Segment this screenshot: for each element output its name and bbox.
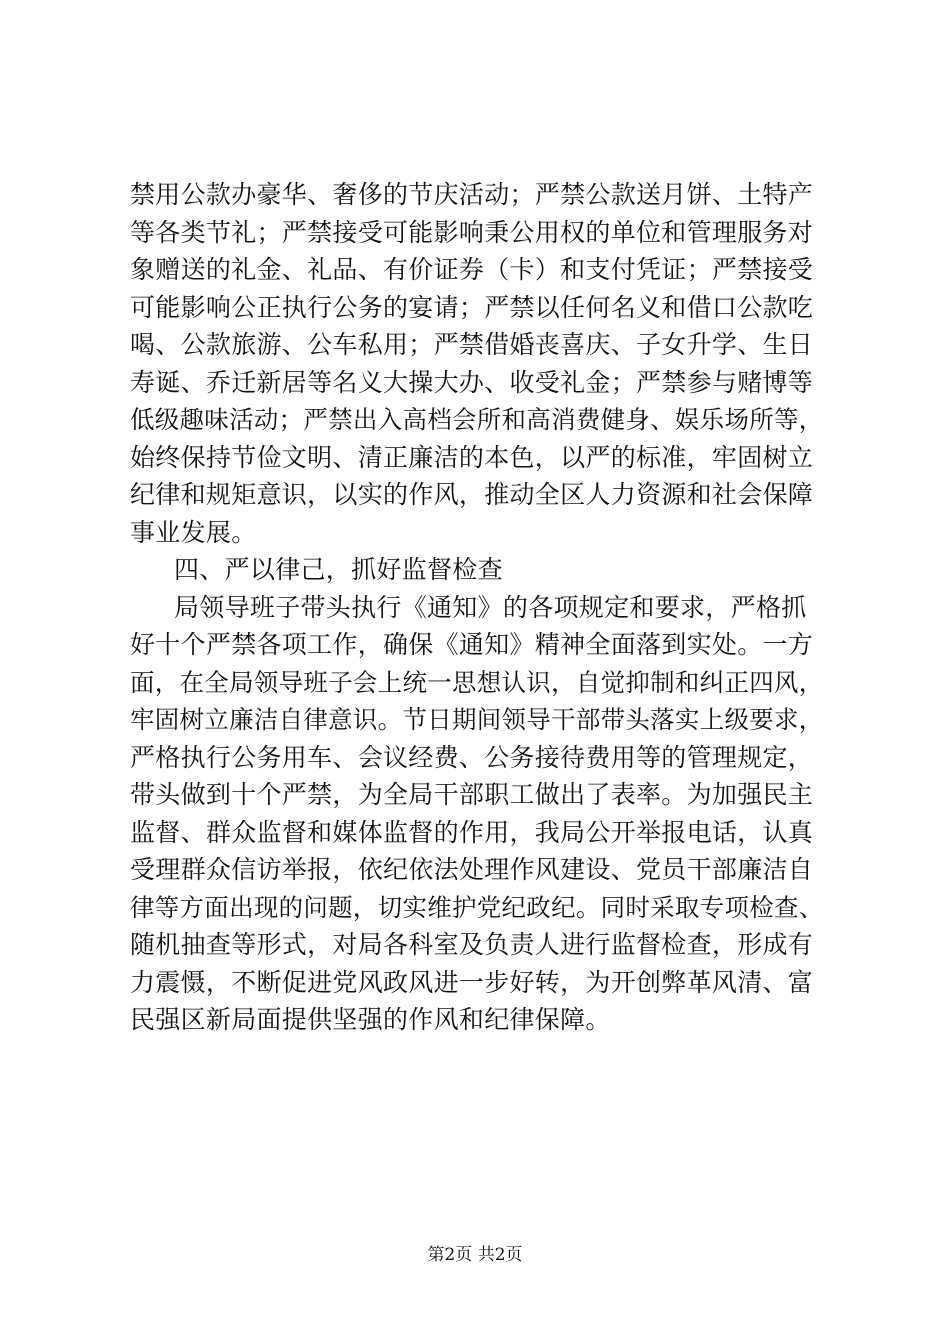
text-line: 受理群众信访举报，依纪依法处理作风建设、党员干部廉洁自 bbox=[130, 855, 814, 884]
text-line: 民强区新局面提供坚强的作风和纪律保障。 bbox=[130, 1005, 611, 1034]
text-line: 可能影响公正执行公务的宴请；严禁以任何名义和借口公款吃 bbox=[130, 292, 814, 322]
text-line: 寿诞、乔迁新居等名义大操大办、收受礼金；严禁参与赌博等 bbox=[130, 367, 814, 397]
text-line: 象赠送的礼金、礼品、有价证券（卡）和支付凭证；严禁接受 bbox=[130, 255, 814, 284]
text-line: 面，在全局领导班子会上统一思想认识，自觉抑制和纠正四风， bbox=[130, 667, 824, 697]
text-line: 监督、群众监督和媒体监督的作用，我局公开举报电话，认真 bbox=[130, 817, 814, 847]
text-line: 力震慑，不断促进党风政风进一步好转，为开创弊革风清、富 bbox=[130, 967, 814, 997]
text-line: 等各类节礼；严禁接受可能影响秉公用权的单位和管理服务对 bbox=[130, 217, 814, 247]
text-line: 事业发展。 bbox=[130, 517, 257, 547]
section-heading: 四、严以律己，抓好监督检查 bbox=[174, 555, 503, 584]
document-body bbox=[130, 176, 830, 1039]
text-line: 好十个严禁各项工作，确保《通知》精神全面落到实处。一方 bbox=[130, 630, 814, 659]
page-footer: 第2页 共2页 bbox=[427, 1245, 523, 1265]
text-line: 局领导班子带头执行《通知》的各项规定和要求，严格抓 bbox=[174, 592, 807, 622]
text-line: 严格执行公务用车、会议经费、公务接待费用等的管理规定， bbox=[130, 742, 814, 772]
text-line: 纪律和规矩意识，以实的作风，推动全区人力资源和社会保障 bbox=[130, 480, 814, 509]
text-line: 始终保持节俭文明、清正廉洁的本色，以严的标准，牢固树立 bbox=[130, 442, 814, 472]
text-line: 牢固树立廉洁自律意识。节日期间领导干部带头落实上级要求， bbox=[130, 705, 824, 734]
text-line: 低级趣味活动；严禁出入高档会所和高消费健身、娱乐场所等， bbox=[130, 405, 824, 434]
text-line: 禁用公款办豪华、奢侈的节庆活动；严禁公款送月饼、土特产 bbox=[130, 180, 814, 209]
text-line: 喝、公款旅游、公车私用；严禁借婚丧喜庆、子女升学、生日 bbox=[130, 330, 814, 359]
text-line: 随机抽查等形式，对局各科室及负责人进行监督检查，形成有 bbox=[130, 930, 814, 959]
text-line: 律等方面出现的问题，切实维护党纪政纪。同时采取专项检查、 bbox=[130, 892, 824, 922]
text-line: 带头做到十个严禁，为全局干部职工做出了表率。为加强民主 bbox=[130, 780, 814, 809]
